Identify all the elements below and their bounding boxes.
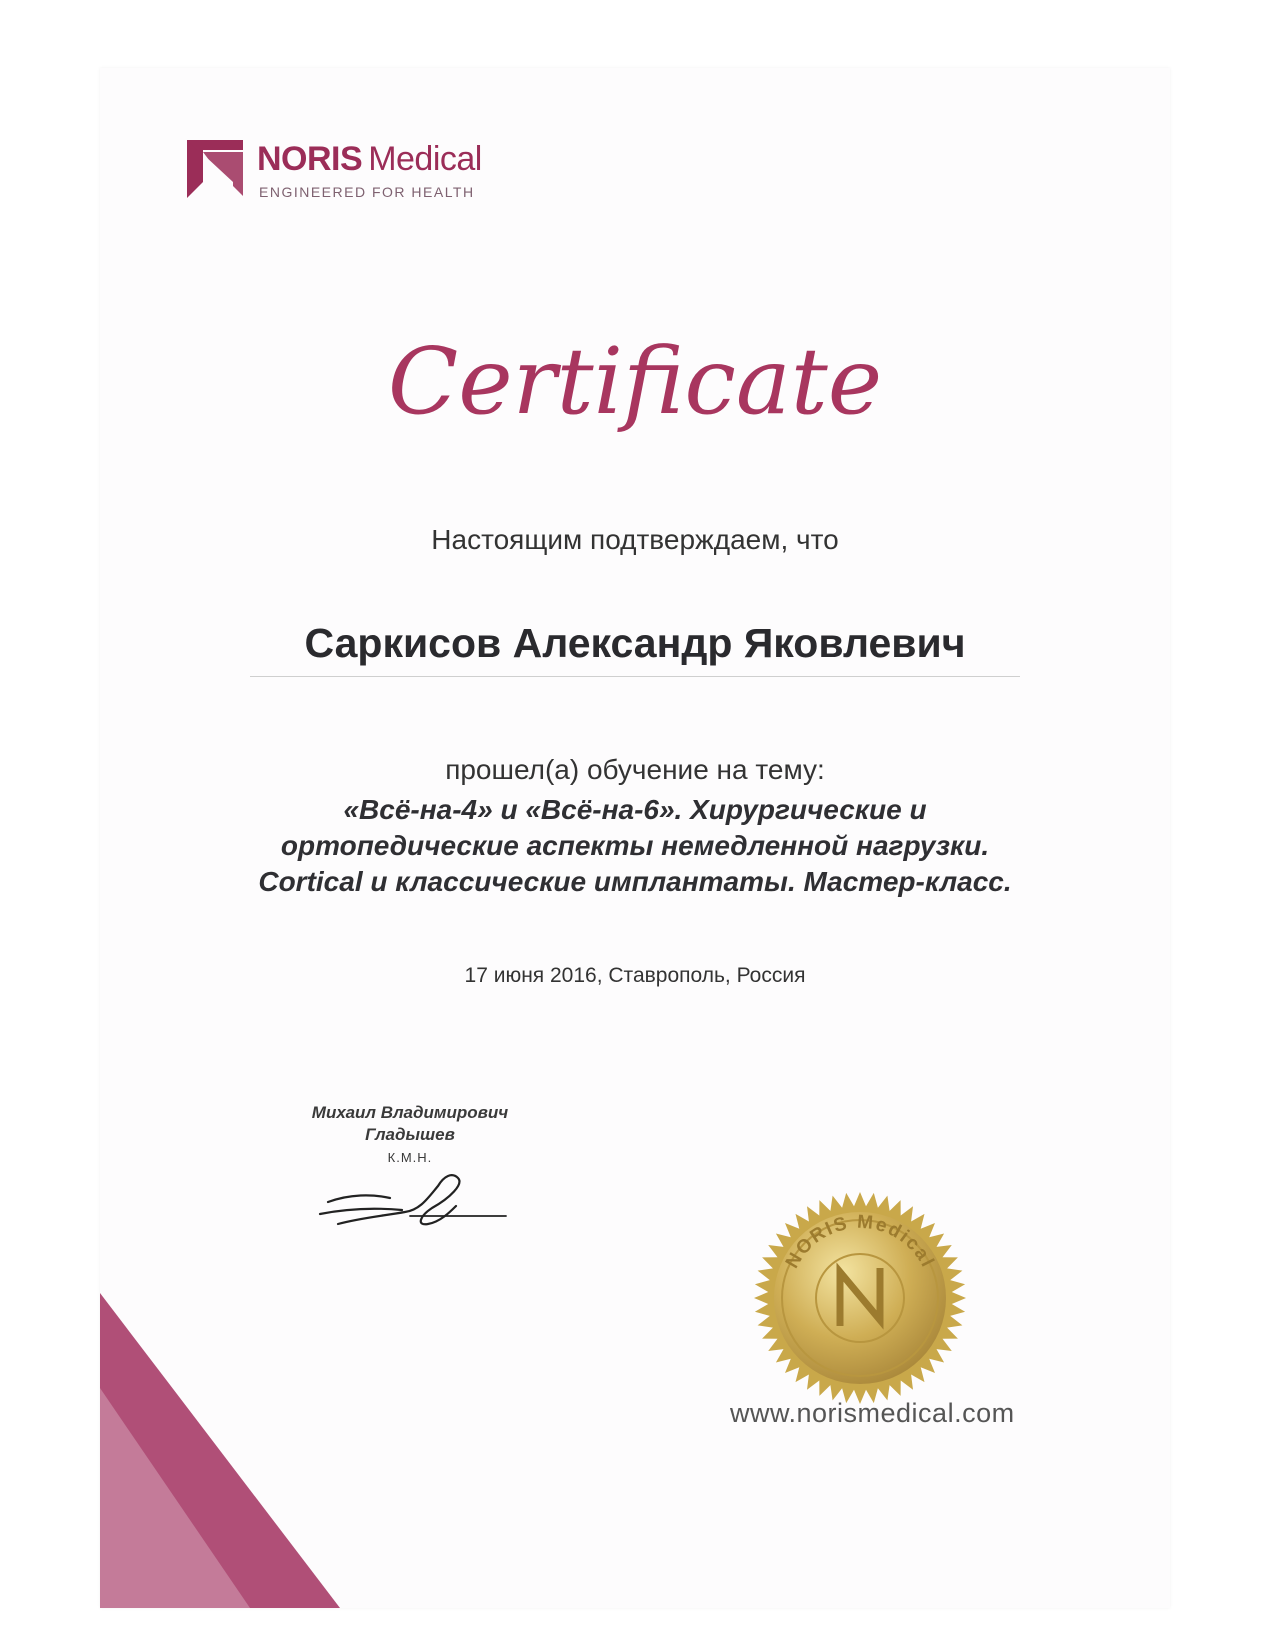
gold-seal (750, 1188, 970, 1408)
topic-line: «Всё-на-4» и «Всё-на-6». Хирургические и (343, 794, 927, 825)
name-underline (250, 676, 1020, 677)
certificate-title: Certificate (387, 328, 883, 435)
date-place: 17 июня 2016, Ставрополь, Россия (464, 964, 806, 987)
company-logo (185, 136, 505, 206)
certificate-sheet (100, 68, 1170, 1608)
signer-block (280, 1102, 540, 1165)
handwritten-signature (310, 1168, 510, 1238)
confirm-text: Настоящим подтверждаем, что (431, 524, 839, 555)
recipient-name: Саркисов Александр Яковлевич (304, 620, 966, 666)
logo-brand (257, 140, 482, 179)
signer-name-line2: Гладышев (365, 1125, 455, 1144)
corner-highlight (100, 1388, 250, 1608)
signer-degree: К.М.Н. (387, 1150, 433, 1165)
seal-text: NORIS Medical (781, 1211, 939, 1272)
noris-logo-icon (185, 138, 245, 200)
trained-text: прошел(а) обучение на тему: (445, 754, 825, 785)
course-topic (160, 792, 1110, 900)
website-url: www.norismedical.com (730, 1398, 1015, 1428)
logo-brand-bold: NORIS (257, 140, 363, 178)
logo-tagline: ENGINEERED FOR HEALTH (259, 184, 475, 200)
topic-line: ортопедические аспекты немедленной нагрузки. (280, 830, 990, 861)
topic-line: Cortical и классические имплантаты. Мастер-класс. (258, 866, 1012, 897)
logo-brand-light: Medical (368, 140, 482, 178)
signer-name-line1: Михаил Владимирович (311, 1103, 509, 1122)
